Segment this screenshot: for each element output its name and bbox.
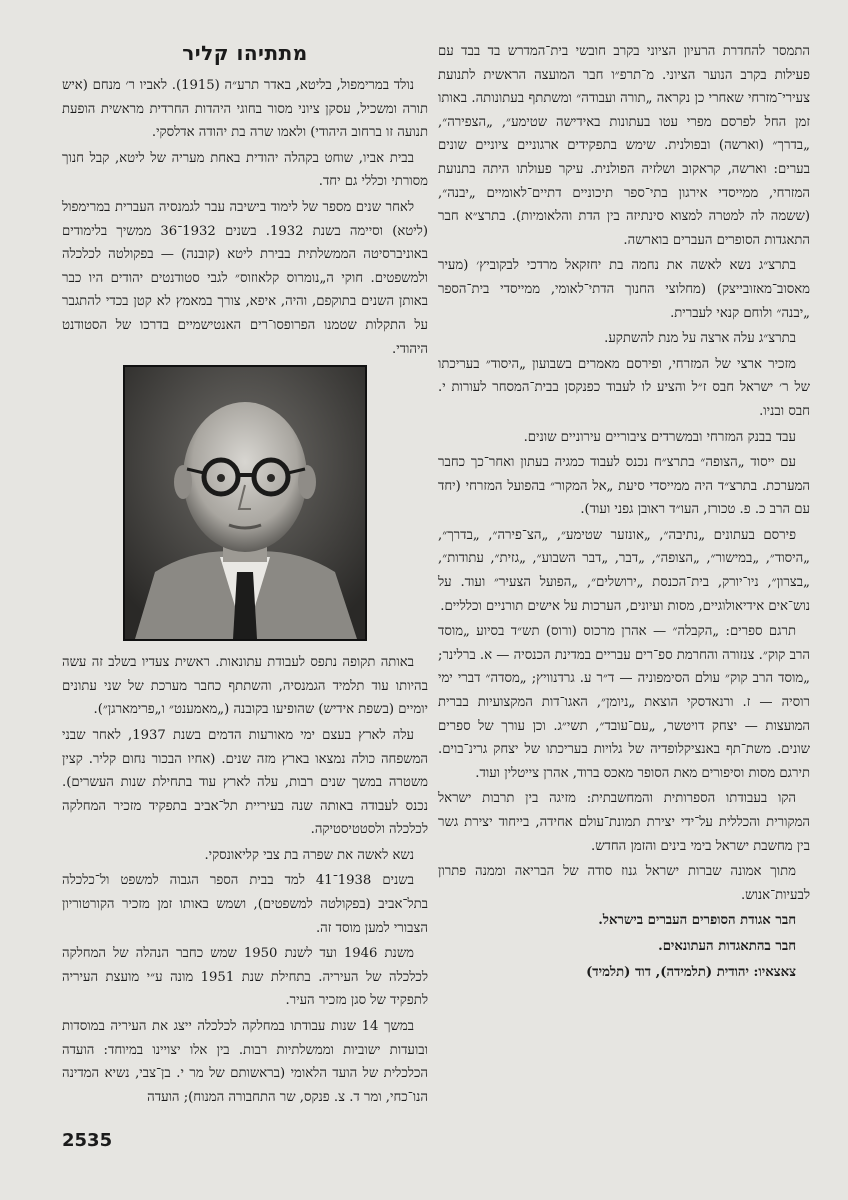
paragraph: מזכיר ארצי של המזרחי, ופירסם מאמרים בשבועון „היסוד״ בעריכתו של ר׳ ישראל חבס ז״ל והציע לו לעבוד כפנקסן בבית־המסחר לעורות י. חבס ובניו. [438, 356, 810, 419]
paragraph: באותה תקופה נתפס לעבודת עתונאות. ראשית צעדיו בשלב זה עשה בהיותו עוד תלמיד הגמנסיה, והשתתף כחבר מערכת של שני עתונים יומיים (בשפת אידיש) שהופיעו בקובנה („מאמענט״ ו„פרימארגן״). [62, 655, 428, 718]
left-column [62, 40, 428, 1111]
paragraph: בתרצ״ג עלה ארצה על מנת להשתקע. [604, 331, 796, 347]
paragraph: משנת 1946 ועד לשנת 1950 שמש כחבר הנהלה של המחלקה לכלכלה של העיריה. בתחילת שנת 1951 מונה ע״י מועצת העיריה לתפקיד של סגן מזכיר העיר. [62, 946, 428, 1009]
paragraph: לאחר שנים מספר של לימוד בישיבה עבר לגמנסיה העברית במרימפול (ליטא) וסיימה בשנת 1932. בשנים 1932־36 ממשיך בלימודים באוניברסיטה הממשלתית בבירת ליטא (קובנה) — בפקולטה לכלכלה ולמשפטים. חוקי ה„נומרוס קלאוזוס״ לגבי סטודנטים יהודים היו כבר באותן השנים בתוקפם, והיה, איפא, צורך במאמץ לא קטן בכדי להתגבר על התקלות שטמנו הפרופסו־רים האנטישמיים בדרכו של הסטודנט היהודי. [62, 199, 428, 357]
paragraph: נשא לאשה את שפרה בת צבי קליאונסקי. [204, 847, 414, 863]
paragraph: מתוך אמונה שברות ישראל גנוז סודה של הבריאה וממנה פתרון לבעיות־אנוש. [438, 864, 810, 903]
paragraph: תרגם ספרים: „הקבלה״ — אהרן מרכוס (ורוס) תש״ד בסיוע „מוסד הרב קוק״. צנזורה והחרמת ספ־רים עבריים במדינת הכנסיה — א. ברלינר; „מוסד הרב קוק״ עולם הסימפוניה — ד״ר ע. גרדנוויץ; „מסדה״ דברי ימי רוסיה — ז. ורנאדסקי הוצאת „ניומן״, האגו־דות המקצועיות בברית המועצות — יצחק דויטשר, „עם־עובד״, תשי״ג. וכן עורך של ספרים שונים. משת־תף באנציקלופדיה של גלויות בעריכתו של יצחק גרינ־בוים. תירגם מסות וסיפורים מאת הסופר מאכס ברוד, אהרן צייטלין ועוד. [438, 624, 810, 781]
membership-line: חבר אגודת הסופרים העברים בישראל. [598, 913, 796, 929]
portrait-image [125, 367, 365, 639]
paragraph: עם ייסוד „הצופה״ בתרצ״ח נכנס לעבוד כמגיה בעתון ואחר־כך כחבר המערכת. בתרצ״ד היה ממייסדי סיעת „אל המקור״ בהפועל המזרחי (יחד עם הרב כ. פ. טכורז, העו״ד ראובן גפני ועוד). [438, 455, 810, 518]
page-number: 2535 [62, 1130, 113, 1151]
paragraph: בתרצ״ג נשא לאשה את נחמה בת יחזקאל מרדכי לבקוביץ׳ (מעיר מאסוב־מאזובייצק) (מחלוצי החנוך הדתי־לאומי, ממייסדי בית־הספר „יבנה״ ולוחם קנאי לעברית. [438, 258, 810, 321]
paragraph: נולד במרימפול, בליטא, באדר תרע״ה (1915). לאביו ר׳ מנחם (איש תורה ומשכיל, עסקן ציוני מסור בחוגי היהדות החרדית מראשית הופעת תנועה זו ברחוב היהודי) ולאמו שרה בת יהודה אדלסקי. [62, 78, 428, 141]
descendants-line: צאצאיו: יהודית (תלמידה), דוד (תלמיד) [586, 964, 796, 980]
paragraph: פירסם בעתונים „נתיבה״, „אונזער שטימע״, „הצ־פירה״, „בדרך״, „היסוד״, „במישור״, „הצופה״, „דבר, „דבר השבוע״, „גזית״, עתודות״, „בצרון״, ניו־יורק, בית־הכנסת „ירושלים״, „הפועל הצעיר״ ועוד. על נוש־אים אידיאולוגיים, מסות ועיונים, הערכות על אישים תורניים וכלליים. [438, 527, 810, 614]
portrait-photo [123, 365, 367, 641]
paragraph: בשנים 1938־41 למד בבית הספר הגבוה למשפט ול־כלכלה בתל־אביב (בפקולטה למשפטים), ושמש באותו זמן מזכיר הקורטוריון הצבורי למען מוסד זה. [62, 873, 428, 936]
paragraph: עבד בבנק המזרחי ובמשרדים ציבוריים עירוניים שונים. [523, 429, 796, 445]
paragraph: במשך 14 שנות עבודתו במחלקה לכלכלה ייצג את העיריה במוסדות ובועדות ישוביות וממשלתיות רבות. בין אלו יצויינו במיוחד: הועדה הכלכלית של הועד הלאומי (בראשותם של מר י. בן־צבי, נשיא המדינה הנו־כחי, ומר ד. צ. פנקס, שר התחבורה המנוח); הועדה [62, 1019, 428, 1105]
membership-line: חבר בהתאגדות העתונאים. [658, 938, 796, 954]
paragraph: התמסר להחדרת הרעיון הציוני בקרב חובשי בית־המדרש בד בבד עם פעילות בקרב הנוער הציוני. מ־תרפ״ו חבר המועצה הראשית לתנועת צעירי־מזרחי שאחרי כן נקראה „תורה ועבודה״ ומשתתף בעתונותה. באותו זמן החל לפרסם מפרי עטו בעתונות באידישה שטימע״, „הצפירה״, „בדרך״ (וארשה) ובפולנית. שימש בתפקידים ארגוניים ציוניים שונים בערים: וארשה, קראקוב ושלזיה הפולנית. עיקר פעולתו היתה בתנועת המזרחי, ממייסדי אירגון בתי־ספר תיכוניים דתיים־לאומיים „יבנה״, (ששמה לה למטרה למצוא סינתיזה בין הדת והלאומיות). בתרצ״א חבר התאגדות הסופרים העברים בוארשה. [438, 44, 810, 248]
paragraph: בבית אביו, שוחט בקהלה יהודית באחת מעריה של ליטא, קבל חנוך מסורתי וכללי גם יחד. [62, 150, 428, 190]
paragraph: עלה לארץ בעצם ימי מאורעות הדמים בשנת 1937, לאחר שבני המשפחה כולה נמצאו בארץ מזה שנים. (אחיו הבכור נחום קליר. קצין משטרה במשך שנים רבות, עלה לארץ עוד בתחילת שנות העשרים). נכנס לעבודה באותה שנה בעיריית תל־אביב בתפקיד מזכיר המחלקה לכלכלה ולסטטיסטיקה. [62, 727, 428, 838]
article-title: מתתיהו קליר [182, 41, 308, 65]
paragraph: הקו בעבודתו הספרותית והמחשבתית: מזיגה בין תרבות ישראל המקורית והכללית על־ידי יצירת תמונת־עולם אחידה, בייחוד יצירת גשר בין מחשבת ישראל בימי בינים והזמן החדש. [438, 791, 810, 854]
right-column [438, 40, 810, 986]
